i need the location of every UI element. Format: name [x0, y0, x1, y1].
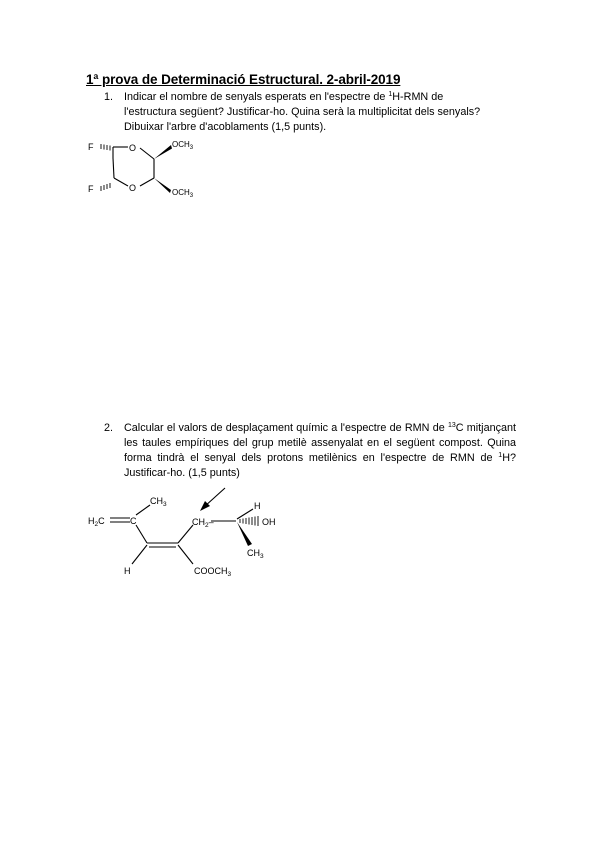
question-text-part: Indicar el nombre de senyals esperats en l'espectre de [124, 91, 389, 103]
atom-h-top: H [254, 501, 261, 511]
group-h2c: $H_2C$ [88, 516, 105, 528]
atom-h-left: H [124, 566, 131, 576]
atom-c: C [130, 516, 137, 526]
group-oh: OH [262, 517, 276, 527]
question-number: 2. [104, 422, 114, 434]
superscript: 1 [498, 452, 503, 459]
superscript: 1 [388, 91, 393, 98]
atom-f-top: F [88, 142, 94, 152]
page-title: 1ª prova de Determinació Estructural. 2-abril-2019 [86, 72, 401, 87]
atom-o-top: O [129, 143, 137, 153]
structure-2-labels [88, 496, 276, 578]
group-ch3-top: $CH_3$ [150, 496, 167, 508]
question-text-part: H-RMN de l'estructura següent? Justificar-ho. Quina serà la multiplicitat dels senyals? Dibuixar l'arbre d'acoblaments (1,5 punts). [124, 91, 481, 133]
question-text-part: Calcular el valors de desplaçament químic a l'espectre de RMN de [124, 422, 448, 434]
group-och3-top: $OCH_3$ [172, 140, 194, 151]
superscript: 13 [447, 422, 456, 429]
atom-o-bottom: O [129, 183, 137, 193]
question-text-part: H? Justificar-ho. (1,5 punts) [124, 452, 516, 479]
group-ch2: $CH_2-$ [192, 517, 214, 529]
question-number: 1. [104, 91, 114, 103]
question-text-part: C mitjançant les taules empíriques del grup metilè assenyalat en el següent compost. Quina forma tindrà el senyal dels protons metilènics en l'espectre de RMN de [124, 422, 516, 464]
group-och3-bottom: $OCH_3$ [172, 188, 194, 199]
group-ch3-bottom: $CH_3$ [247, 548, 264, 560]
atom-f-bottom: F [88, 184, 94, 194]
group-cooch3: $COOCH_3$ [194, 566, 232, 578]
